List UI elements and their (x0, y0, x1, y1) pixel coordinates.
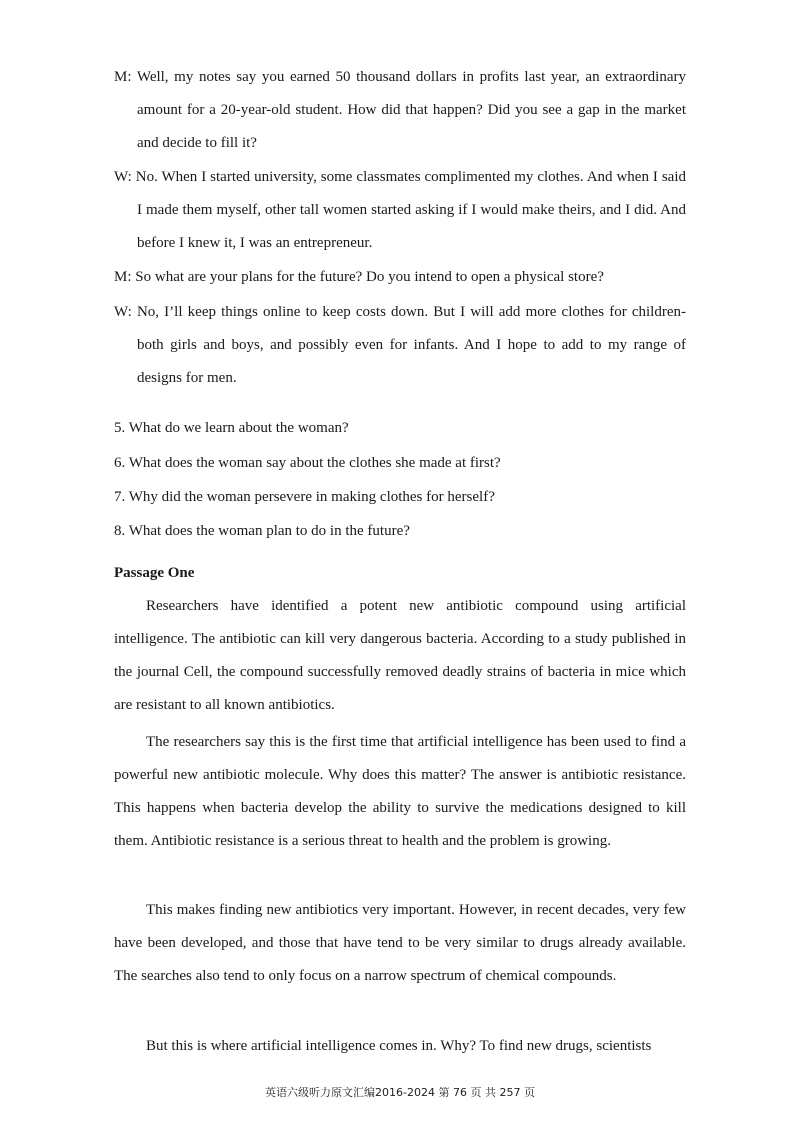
dialogue-line-2 (114, 161, 686, 260)
dialogue-text: No, I’ll keep things online to keep costs down. But I will add more clothes for children-both girls and boys, and possibly even for infants. And I hope to add to my range of designs for men. (136, 304, 686, 386)
dialogue-line-1 (114, 61, 686, 160)
page-footer: 英语六级听力原文汇编2016-2024 第 76 页 共 257 页 (265, 1086, 535, 1099)
question-6: 6. What does the woman say about the clothes she made at first? (114, 455, 501, 471)
passage-paragraph-1: Researchers have identified a potent new antibiotic compound using artificial intelligence. The antibiotic can kill very dangerous bacteria. According to a study published in the journal Cell, the compound successfully removed deadly strains of bacteria in mice which are resistant to all known antibiotics. (114, 598, 686, 713)
dialogue-text: No. When I started university, some classmates complimented my clothes. And when I said I made them myself, other tall women started asking if I would make theirs, and I did. And before I knew it, I was an entrepreneur. (135, 169, 687, 251)
speaker-label: M: (114, 69, 132, 85)
dialogue-line-3 (114, 261, 686, 294)
speaker-label: M: (114, 269, 132, 285)
dialogue-text: So what are your plans for the future? Do you intend to open a physical store? (135, 269, 604, 285)
speaker-label: W: (114, 304, 132, 320)
dialogue-line-4 (114, 296, 686, 395)
passage-title: Passage One (114, 565, 195, 581)
passage-paragraph-4: But this is where artificial intelligence comes in. Why? To find new drugs, scientists (146, 1038, 652, 1054)
question-5: 5. What do we learn about the woman? (114, 420, 349, 436)
dialogue-text: Well, my notes say you earned 50 thousand dollars in profits last year, an extraordinary amount for a 20-year-old student. How did that happen? Did you see a gap in the market and decide to fill it? (136, 69, 686, 151)
speaker-label: W: (114, 169, 132, 185)
question-8: 8. What does the woman plan to do in the future? (114, 523, 410, 539)
passage-paragraph-3: This makes finding new antibiotics very important. However, in recent decades, very few have been developed, and those that have tend to be very similar to drugs already available. The searches also tend to only focus on a narrow spectrum of chemical compounds. (114, 902, 686, 984)
question-7: 7. Why did the woman persevere in making clothes for herself? (114, 489, 495, 505)
passage-paragraph-2: The researchers say this is the first time that artificial intelligence has been used to find a powerful new antibiotic molecule. Why does this matter? The answer is antibiotic resistance. This happens when bacteria develop the ability to survive the medications designed to kill them. Antibiotic resistance is a serious threat to health and the problem is growing. (114, 734, 686, 849)
